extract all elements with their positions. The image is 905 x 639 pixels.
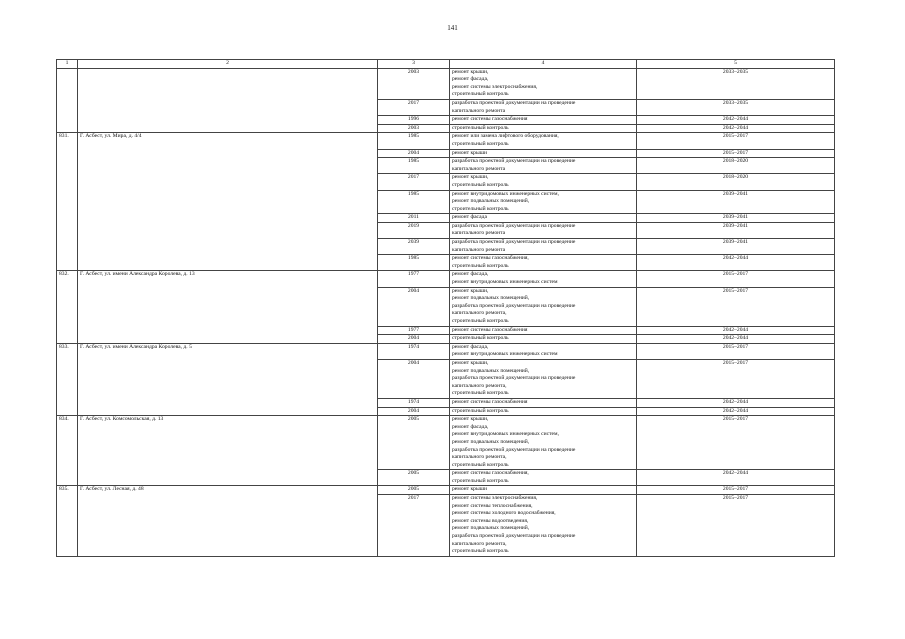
work-item-line: ремонт крыши [452, 149, 488, 156]
work-item-line: ремонт системы газоснабжения [452, 326, 528, 333]
table-row [57, 416, 835, 470]
year-cell: 2005 [378, 416, 450, 470]
year-cell: 2017 [378, 99, 450, 115]
period-cell: 2042–2044 [637, 470, 835, 486]
work-item-line: строительный контроль [452, 461, 509, 468]
work-item-line: строительный контроль [452, 181, 509, 188]
table-row [57, 343, 835, 359]
work-item-line: ремонт фасада, [452, 423, 489, 430]
period-cell: 2042–2044 [637, 116, 835, 125]
work-item-line: разработка проектной документации на проведение [452, 533, 576, 540]
period-cell: 2042–2044 [637, 407, 835, 416]
work-item-line: строительный контроль [452, 335, 509, 342]
address-cell [78, 68, 378, 133]
work-item-line: ремонт системы холодного водоснабжения, [452, 510, 556, 517]
year-cell: 1985 [378, 255, 450, 271]
year-cell: 1996 [378, 116, 450, 125]
work-item-line: капитального ремонта, [452, 454, 507, 461]
work-type-cell [450, 239, 637, 255]
year-cell: 1977 [378, 326, 450, 335]
address-cell: Г. Асбест, ул. Лесная, д. 48 [78, 486, 378, 556]
work-item-line: капитального ремонта, [452, 310, 507, 317]
year-cell: 2005 [378, 486, 450, 495]
work-type-cell [450, 214, 637, 223]
work-item-line: разработка проектной документации на проведение [452, 446, 576, 453]
period-cell: 2042–2044 [637, 255, 835, 271]
work-type-cell [450, 407, 637, 416]
row-number-cell: 833. [57, 343, 78, 415]
period-cell: 2018–2020 [637, 158, 835, 174]
work-item-line: капитального ремонта [452, 230, 506, 237]
work-item-line: ремонт фасада, [452, 76, 489, 83]
year-cell: 2039 [378, 239, 450, 255]
period-cell: 2015–2017 [637, 486, 835, 495]
work-type-cell [450, 335, 637, 344]
work-type-cell [450, 495, 637, 557]
work-type-cell [450, 68, 637, 99]
repair-schedule-table [56, 59, 835, 557]
work-item-line: ремонт системы газоснабжения [452, 398, 528, 405]
period-cell: 2018–2020 [637, 174, 835, 190]
year-cell: 1985 [378, 158, 450, 174]
work-type-cell [450, 149, 637, 158]
row-number-cell: 832. [57, 271, 78, 343]
address-cell: Г. Асбест, ул. Комсомольская, д. 13 [78, 416, 378, 486]
year-cell: 1974 [378, 343, 450, 359]
work-type-cell [450, 133, 637, 149]
year-cell: 1985 [378, 190, 450, 214]
work-type-cell [450, 343, 637, 359]
period-cell: 2039–2041 [637, 239, 835, 255]
year-cell: 2017 [378, 174, 450, 190]
work-item-line: ремонт подвальных помещений, [452, 295, 530, 302]
year-cell: 2011 [378, 214, 450, 223]
work-item-line: ремонт системы теплоснабжения, [452, 502, 533, 509]
work-item-line: строительный контроль [452, 548, 509, 555]
work-type-cell [450, 359, 637, 398]
work-item-line: ремонт крыши, [452, 287, 489, 294]
work-item-line: капитального ремонта [452, 246, 506, 253]
work-item-line: ремонт крыши, [452, 359, 489, 366]
table-header-row [57, 60, 835, 69]
address-cell: Г. Асбест, ул. Мира, д. 4/4 [78, 133, 378, 271]
work-item-line: ремонт крыши, [452, 416, 489, 423]
work-item-line: строительный контроль [452, 262, 509, 269]
work-type-cell [450, 326, 637, 335]
period-cell: 2015–2017 [637, 271, 835, 287]
period-cell: 2033–2035 [637, 68, 835, 99]
work-item-line: ремонт крыши, [452, 68, 489, 75]
work-item-line: строительный контроль [452, 205, 509, 212]
period-cell: 2039–2041 [637, 214, 835, 223]
work-item-line: ремонт крыши, [452, 174, 489, 181]
address-cell: Г. Асбест, ул. имени Александра Королева, д. 5 [78, 343, 378, 415]
table-body [57, 68, 835, 556]
year-cell: 2019 [378, 222, 450, 238]
work-item-line: ремонт фасада [452, 214, 487, 221]
row-number-cell: 831. [57, 133, 78, 271]
work-type-cell [450, 190, 637, 214]
work-item-line: разработка проектной документации на проведение [452, 99, 576, 106]
period-cell: 2015–2017 [637, 149, 835, 158]
period-cell: 2015–2017 [637, 287, 835, 326]
work-item-line: разработка проектной документации на проведение [452, 302, 576, 309]
year-cell: 2004 [378, 335, 450, 344]
work-item-line: разработка проектной документации на проведение [452, 239, 576, 246]
address-cell: Г. Асбест, ул. имени Александра Королева, д. 13 [78, 271, 378, 343]
work-type-cell [450, 255, 637, 271]
column-header: 2 [78, 60, 378, 69]
work-item-line: ремонт системы электроснабжения, [452, 83, 538, 90]
work-item-line: строительный контроль [452, 318, 509, 324]
work-item-line: ремонт внутридомовых инженерных систем, [452, 190, 559, 197]
row-number-cell: 834. [57, 416, 78, 486]
work-item-line: строительный контроль [452, 390, 509, 397]
work-type-cell [450, 116, 637, 125]
year-cell: 2003 [378, 124, 450, 133]
year-cell: 1974 [378, 398, 450, 407]
work-type-cell [450, 287, 637, 326]
period-cell: 2042–2044 [637, 326, 835, 335]
work-item-line: разработка проектной документации на проведение [452, 158, 576, 165]
period-cell: 2015–2017 [637, 133, 835, 149]
work-item-line: строительный контроль [452, 407, 509, 414]
work-type-cell [450, 99, 637, 115]
work-item-line: ремонт внутридомовых инженерных систем [452, 279, 558, 286]
row-number-cell [57, 68, 78, 133]
work-item-line: строительный контроль [452, 124, 509, 131]
year-cell: 2004 [378, 149, 450, 158]
work-type-cell [450, 486, 637, 495]
work-item-line: ремонт внутридомовых инженерных систем, [452, 431, 559, 438]
work-item-line: ремонт фасада, [452, 343, 489, 350]
year-cell: 2004 [378, 407, 450, 416]
work-item-line: ремонт системы газоснабжения [452, 116, 528, 123]
work-item-line: разработка проектной документации на проведение [452, 375, 576, 382]
work-item-line: ремонт внутридомовых инженерных систем [452, 351, 558, 358]
period-cell: 2015–2017 [637, 416, 835, 470]
year-cell: 1985 [378, 133, 450, 149]
column-header: 1 [57, 60, 78, 69]
table-row [57, 486, 835, 495]
table-row [57, 133, 835, 149]
work-item-line: ремонт системы электроснабжения, [452, 495, 538, 502]
work-item-line: строительный контроль [452, 140, 509, 147]
work-item-line: капитального ремонта, [452, 382, 507, 389]
work-type-cell [450, 398, 637, 407]
work-type-cell [450, 222, 637, 238]
work-item-line: ремонт системы водоотведения, [452, 517, 529, 524]
work-item-line: ремонт крыши [452, 486, 488, 493]
work-item-line: капитального ремонта, [452, 540, 507, 547]
work-item-line: капитального ремонта [452, 165, 506, 172]
year-cell: 1977 [378, 271, 450, 287]
work-item-line: ремонт подвальных помещений, [452, 525, 530, 532]
column-header: 4 [450, 60, 637, 69]
table-row [57, 68, 835, 99]
table-row [57, 271, 835, 287]
work-item-line: ремонт или замена лифтового оборудования, [452, 133, 559, 140]
row-number-cell: 835. [57, 486, 78, 556]
period-cell: 2015–2017 [637, 359, 835, 398]
work-item-line: разработка проектной документации на проведение [452, 222, 576, 229]
year-cell: 2004 [378, 359, 450, 398]
work-item-line: ремонт подвальных помещений, [452, 367, 530, 374]
work-item-line: капитального ремонта [452, 107, 506, 114]
work-item-line: строительный контроль [452, 477, 509, 484]
year-cell: 2004 [378, 287, 450, 326]
year-cell: 2005 [378, 470, 450, 486]
period-cell: 2042–2044 [637, 124, 835, 133]
work-type-cell [450, 158, 637, 174]
work-type-cell [450, 124, 637, 133]
work-type-cell [450, 271, 637, 287]
work-item-line: ремонт системы газоснабжения, [452, 470, 529, 477]
work-item-line: строительный контроль [452, 91, 509, 98]
page-number: 141 [447, 24, 458, 32]
period-cell: 2042–2044 [637, 398, 835, 407]
year-cell: 2003 [378, 68, 450, 99]
column-header: 5 [637, 60, 835, 69]
period-cell: 2015–2017 [637, 495, 835, 557]
work-type-cell [450, 470, 637, 486]
work-type-cell [450, 174, 637, 190]
work-item-line: ремонт подвальных помещений, [452, 198, 530, 205]
work-item-line: ремонт системы газоснабжения, [452, 255, 529, 262]
work-type-cell [450, 416, 637, 470]
work-item-line: ремонт фасада, [452, 271, 489, 278]
period-cell: 2015–2017 [637, 343, 835, 359]
period-cell: 2039–2041 [637, 222, 835, 238]
year-cell: 2017 [378, 495, 450, 557]
period-cell: 2033–2035 [637, 99, 835, 115]
period-cell: 2042–2044 [637, 335, 835, 344]
work-item-line: ремонт подвальных помещений, [452, 438, 530, 445]
period-cell: 2039–2041 [637, 190, 835, 214]
column-header: 3 [378, 60, 450, 69]
